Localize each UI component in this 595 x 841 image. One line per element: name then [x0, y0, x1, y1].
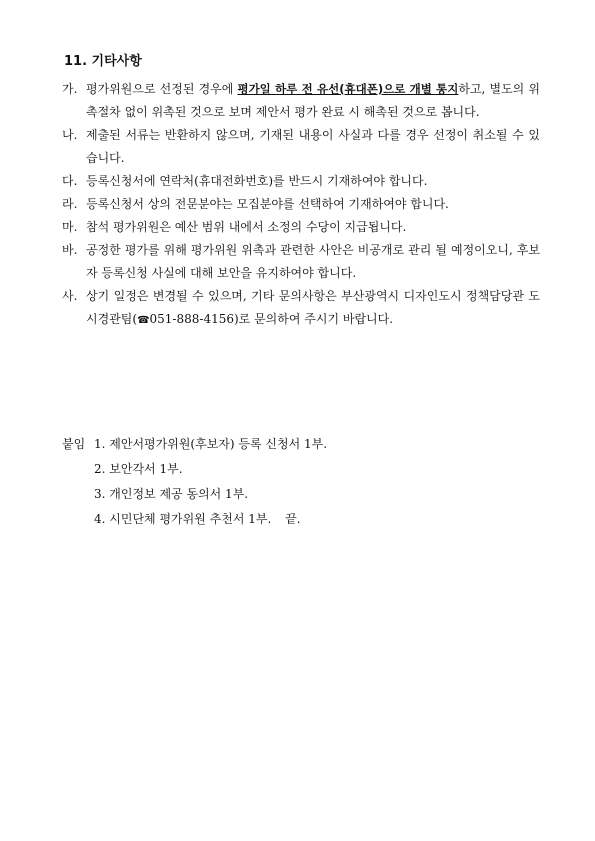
attachment-text: 보안각서 1부. — [109, 462, 183, 476]
item-marker: 다. — [62, 174, 78, 188]
emphasized-notice: 평가일 하루 전 유선(휴대폰)으로 개별 통지 — [237, 82, 459, 96]
attachments-label: 붙임 — [62, 437, 86, 451]
item-text: 등록신청서에 연락처(휴대전화번호)를 반드시 기재하여야 합니다. — [86, 174, 428, 188]
notice-list — [62, 78, 540, 332]
attachment-number: 3. — [94, 487, 106, 501]
item-text-after: 하고, 별도의 위촉절차 없이 위촉된 것으로 보며 제안서 평가 완료 시 해촉된 것으로 봅니다. — [86, 82, 540, 119]
attachment-text: 시민단체 평가위원 추천서 1부. — [109, 512, 272, 526]
list-item-ba — [62, 239, 540, 285]
attachment-item — [94, 507, 327, 532]
item-marker: 라. — [62, 197, 78, 211]
item-marker: 사. — [62, 289, 78, 303]
attachment-number: 4. — [94, 512, 106, 526]
item-text: 공정한 평가를 위해 평가위원 위촉과 관련한 사안은 비공개로 관리 될 예정이오니, 후보자 등록신청 사실에 대해 보안을 유지하여야 합니다. — [86, 243, 540, 280]
attachment-number: 2. — [94, 462, 106, 476]
item-text-before: 평가위원으로 선정된 경우에 — [86, 82, 238, 96]
item-text: 제출된 서류는 반환하지 않으며, 기재된 내용이 사실과 다를 경우 선정이 취소될 수 있습니다. — [86, 128, 540, 165]
item-marker: 가. — [62, 82, 78, 96]
attachment-list — [94, 432, 327, 532]
list-item-ra — [62, 193, 540, 216]
item-marker: 나. — [62, 128, 78, 142]
document-end-mark: 끝. — [285, 512, 301, 526]
attachment-item — [94, 457, 327, 482]
contact-phone: 051-888-4156 — [149, 312, 234, 326]
list-item-ga — [62, 78, 540, 124]
telephone-icon: ☎ — [137, 315, 150, 326]
list-item-ma — [62, 216, 540, 239]
attachment-number: 1. — [94, 437, 106, 451]
item-marker: 마. — [62, 220, 78, 234]
attachment-item — [94, 482, 327, 507]
item-text: 참석 평가위원은 예산 범위 내에서 소정의 수당이 지급됩니다. — [86, 220, 407, 234]
list-item-na — [62, 124, 540, 170]
section-heading: 11. 기타사항 — [64, 54, 142, 69]
item-text-before: 상기 일정은 변경될 수 있으며, 기타 문의사항은 부산광역시 디자인도시 정책담당관 도시경관팀( — [86, 289, 540, 326]
attachment-text: 제안서평가위원(후보자) 등록 신청서 1부. — [109, 437, 328, 451]
item-marker: 바. — [62, 243, 78, 257]
item-text-after: )로 문의하여 주시기 바랍니다. — [234, 312, 394, 326]
list-item-sa — [62, 285, 540, 332]
item-text: 등록신청서 상의 전문분야는 모집분야를 선택하여 기재하여야 합니다. — [86, 197, 449, 211]
list-item-da — [62, 170, 540, 193]
attachment-item — [94, 432, 327, 457]
attachment-text: 개인정보 제공 동의서 1부. — [109, 487, 249, 501]
